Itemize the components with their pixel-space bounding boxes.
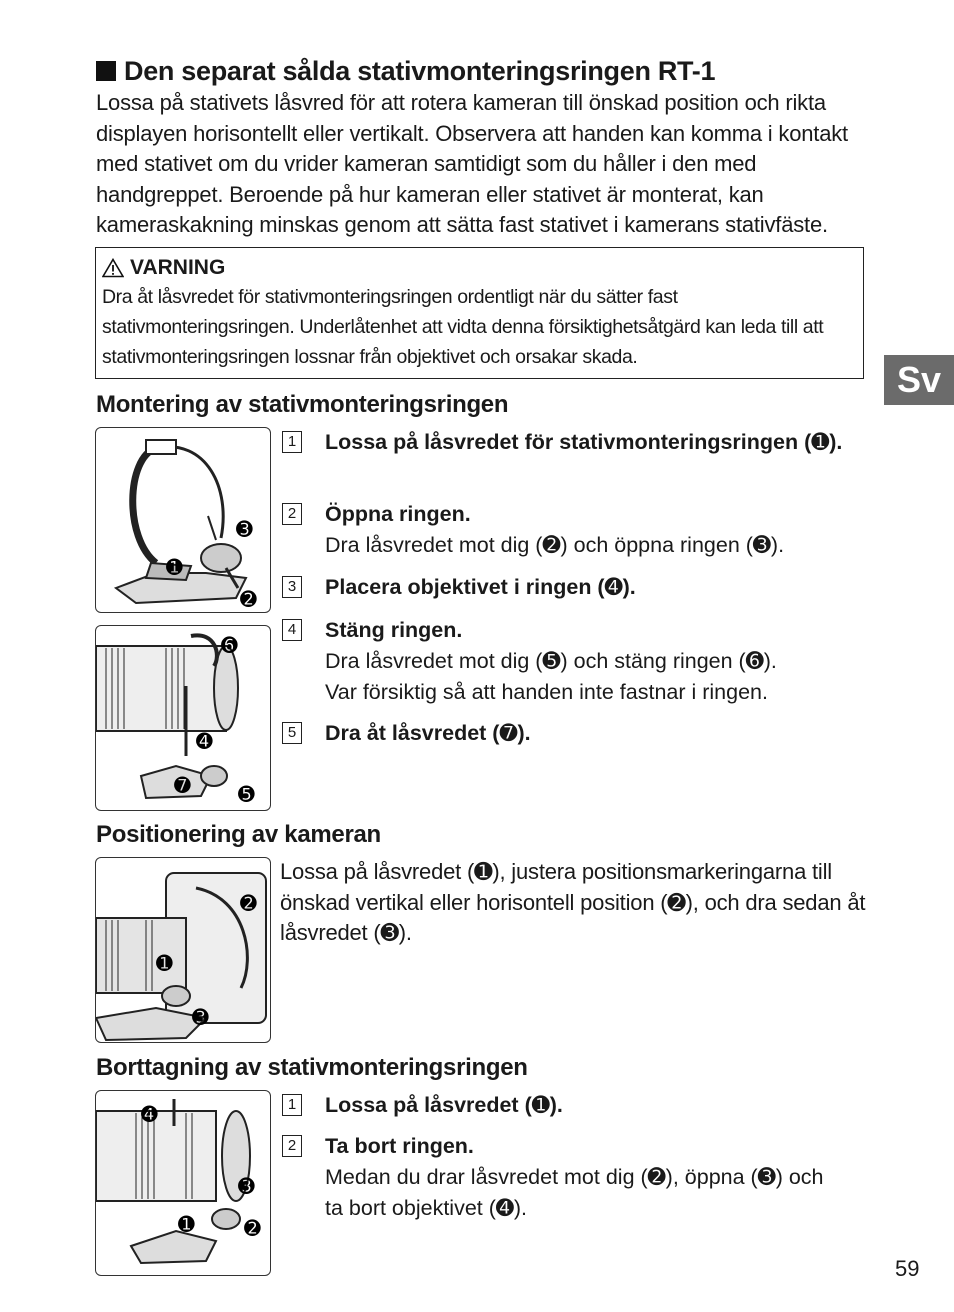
intro-paragraph: Lossa på stativets låsvred för att rotera kameran till önskad position och rikta displayen horisontellt eller vertikalt. Observera att handen kan komma i kontakt med stativet om du vrider kameran samtidigt som du håller i den med handgreppet. Beroende på hur kameran eller stativet är monterat, kan kameraskakning minskas genom att sätta fast stativet i kamerans stativfäste. xyxy=(96,90,848,237)
montering-step-1: 1 Lossa på låsvredet för stativmonteringsringen (➊). xyxy=(282,427,882,458)
marker-1: ➊ xyxy=(156,953,173,975)
montering-step-5: 5 Dra åt låsvredet (➐). xyxy=(282,718,882,749)
marker-1: ➊ xyxy=(178,1214,195,1236)
figure-lens-in-ring xyxy=(95,625,271,811)
warning-heading: VARNING xyxy=(102,254,855,282)
warning-body: Dra åt låsvredet för stativmonteringsringen ordentligt när du sätter fast stativmonteringsringen. Underlåtenhet att vidta denna försiktighetsåtgärd kan leda till att stativmonteringsringen lossnar från objektivet och orsakar skada. xyxy=(102,286,824,368)
marker-5: ➎ xyxy=(238,784,255,806)
marker-3: ➌ xyxy=(236,519,253,541)
marker-6: ➏ xyxy=(221,635,238,657)
montering-step-2: 2 Öppna ringen. Dra låsvredet mot dig (➋) och öppna ringen (➌). xyxy=(282,499,882,561)
language-tab: Sv xyxy=(884,355,954,405)
square-bullet-icon xyxy=(96,61,116,81)
marker-7: ➐ xyxy=(174,775,191,797)
montering-step-4: 4 Stäng ringen. Dra låsvredet mot dig (➎) och stäng ringen (➏). Var försiktig så att handen inte fastnar i ringen. xyxy=(282,615,882,708)
positionering-text: Lossa på låsvredet (➊), justera positionsmarkeringarna till önskad vertikal eller horisontell position (➋), och dra sedan åt låsvredet (➌). xyxy=(280,859,866,945)
figure-ring-unlock xyxy=(95,427,271,613)
section-heading-montering: Montering av stativmonteringsringen xyxy=(96,391,509,418)
warning-box xyxy=(95,247,864,379)
section-heading-positionering: Positionering av kameran xyxy=(96,821,381,848)
page-title: Den separat sålda stativmonteringsringen RT-1 xyxy=(96,54,896,88)
figure-removal xyxy=(95,1090,271,1276)
marker-1: ➊ xyxy=(166,557,183,579)
marker-2: ➋ xyxy=(240,589,257,611)
marker-2: ➋ xyxy=(240,893,257,915)
warning-triangle-icon xyxy=(102,258,124,278)
lens-illustration xyxy=(96,626,271,811)
section-heading-borttagning: Borttagning av stativmonteringsringen xyxy=(96,1054,528,1081)
montering-step-3: 3 Placera objektivet i ringen (➍). xyxy=(282,572,882,603)
ring-illustration xyxy=(96,428,271,613)
figure-positioning xyxy=(95,857,271,1043)
borttagning-step-1: 1 Lossa på låsvredet (➊). xyxy=(282,1090,882,1121)
marker-3: ➌ xyxy=(238,1176,255,1198)
page-number: 59 xyxy=(895,1256,920,1281)
marker-4: ➍ xyxy=(196,731,213,753)
marker-3: ➌ xyxy=(192,1007,209,1029)
camera-illustration xyxy=(96,858,271,1043)
borttagning-step-2: 2 Ta bort ringen. Medan du drar låsvredet mot dig (➋), öppna (➌) och ta bort objektivet (➍). xyxy=(282,1131,882,1224)
marker-4: ➍ xyxy=(141,1104,158,1126)
marker-2: ➋ xyxy=(244,1218,261,1240)
removal-illustration xyxy=(96,1091,271,1276)
